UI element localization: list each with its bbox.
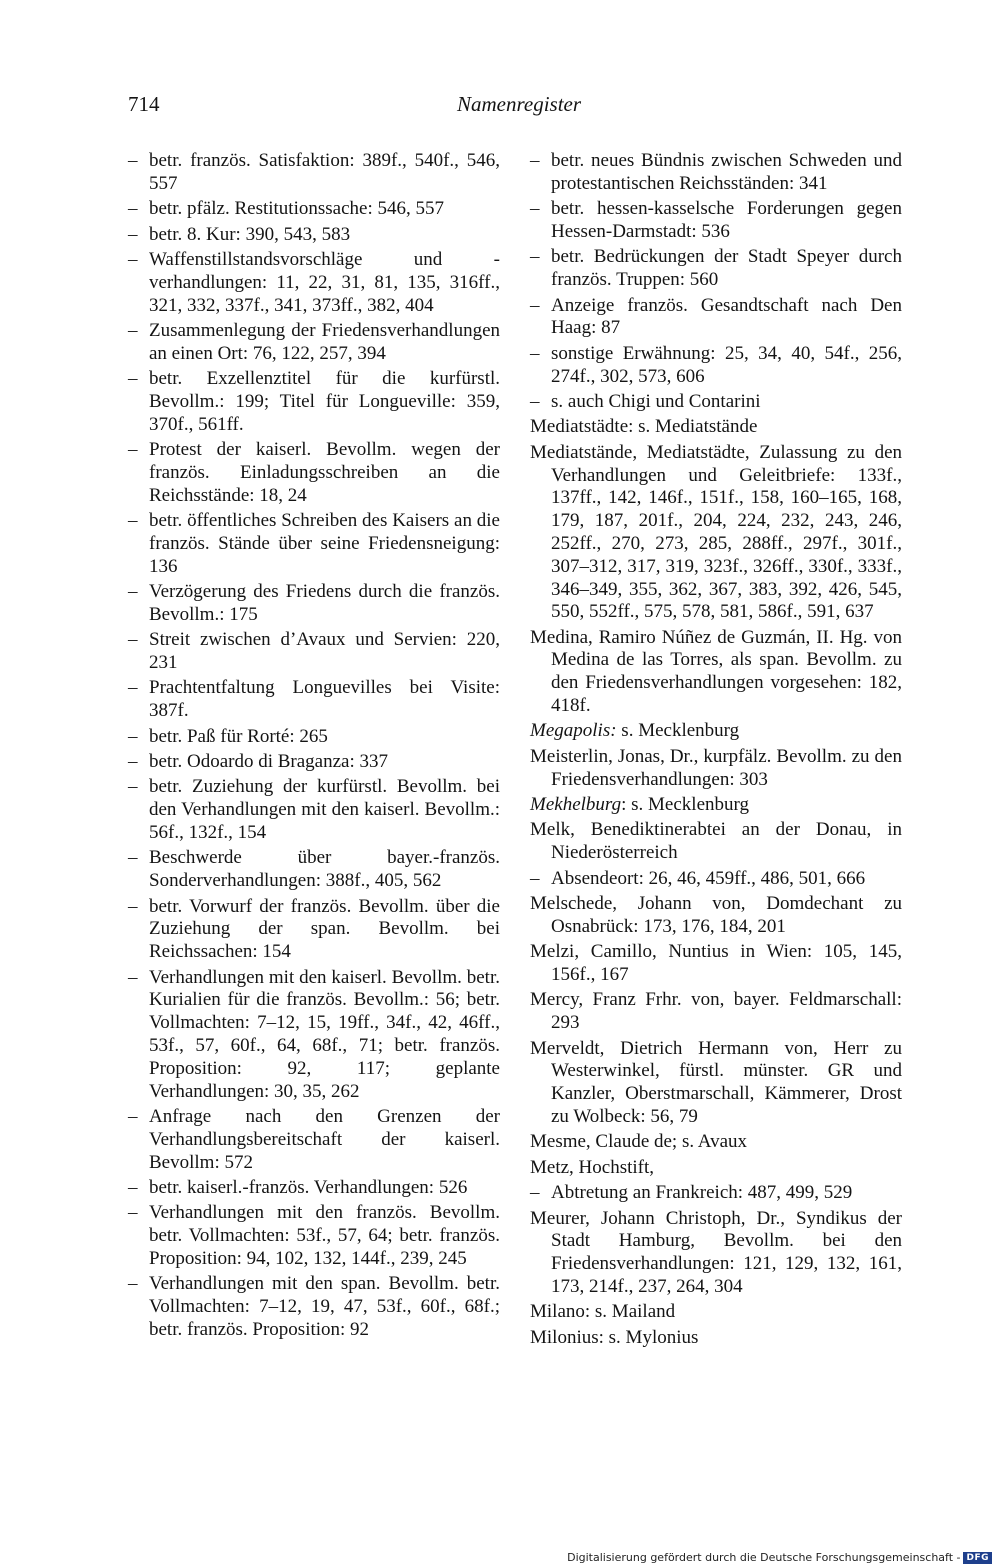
index-subentry xyxy=(530,295,902,341)
index-subentry xyxy=(530,198,902,244)
entry-text: Waffenstillstandsvorschläge und -verhandlungen: 11, 22, 31, 81, 135, 316ff., 321, 332, 337f., 341, 373ff., 382, 404 xyxy=(149,248,500,316)
index-subentry xyxy=(128,439,500,507)
entry-text: Anfrage nach den Grenzen der Verhandlungsbereitschaft der kaiserl. Bevollm: 572 xyxy=(149,1105,500,1173)
left-column xyxy=(128,150,500,1344)
entry-text: betr. französ. Satisfaktion: 389f., 540f., 546, 557 xyxy=(149,150,500,194)
entry-text: Mediatstädte: s. Mediatstände xyxy=(530,416,758,438)
index-entry xyxy=(530,1157,902,1180)
entry-text: Prachtentfaltung Longuevilles bei Visite: 387f. xyxy=(149,677,500,722)
entry-text: Verhandlungen mit den span. Bevollm. betr. Vollmachten: 7–12, 19, 47, 53f., 60f., 68f.; betr. französ. Proposition: 92 xyxy=(149,1273,500,1340)
entry-text: Mediatstände, Mediatstädte, Zulassung zu den Verhandlungen und Geleitbriefe: 133f., 137ff., 142, 146f., 151f., 158, 160–165, 168, 179, 187, 201f., 204, 224, 232, 243, 246, 252ff., 270, 273, 285, 288ff., 297f., 301f., 307–312, 317, 319, 323f., 326ff., 330f., 333f., 346–349, 355, 362, 367, 383, 392, 426, 545, 550, 552ff., 575, 578, 581, 586f., 591, 637 xyxy=(530,441,902,623)
index-subentry xyxy=(530,246,902,292)
entry-text: Zusammenlegung der Friedensverhandlungen an einen Ort: 76, 122, 257, 394 xyxy=(149,319,500,364)
index-subentry xyxy=(530,1182,902,1205)
entry-text: s. Mecklenburg xyxy=(616,720,740,742)
entry-text: Milonius: s. Mylonius xyxy=(530,1326,699,1348)
index-entry xyxy=(530,627,902,718)
entry-text: betr. Exzellenztitel für die kurfürstl. Bevollm.: 199; Titel für Longueville: 359, 370f., 561ff. xyxy=(149,368,500,435)
running-title: Namenregister xyxy=(457,92,582,116)
entry-text: Protest der kaiserl. Bevollm. wegen der französ. Einladungsschreiben an die Reichsstände: 18, 24 xyxy=(149,439,500,506)
index-entry xyxy=(530,1131,902,1154)
entry-text: betr. Vorwurf der französ. Bevollm. über die Zuziehung der span. Bevollm. bei Reichssachen: 154 xyxy=(149,895,500,963)
index-subentry xyxy=(530,343,902,389)
entry-text: Medina, Ramiro Núñez de Guzmán, II. Hg. von Medina de las Torres, als span. Bevollm. zu den Friedensverhandlungen vorgesehen: 182, 418f. xyxy=(530,626,902,717)
page-number: 714 xyxy=(128,92,160,116)
index-subentry xyxy=(128,726,500,749)
index-subentry xyxy=(128,629,500,675)
right-column xyxy=(530,150,902,1352)
index-subentry xyxy=(128,677,500,723)
index-subentry xyxy=(128,896,500,964)
entry-text: Milano: s. Mailand xyxy=(530,1301,676,1323)
index-subentry xyxy=(128,1273,500,1341)
index-subentry xyxy=(128,320,500,366)
entry-italic-term: Megapolis: xyxy=(530,720,617,742)
entry-text: Mesme, Claude de; s. Avaux xyxy=(530,1131,748,1153)
index-subentry xyxy=(530,391,902,414)
entry-text: Merveldt, Dietrich Hermann von, Herr zu Westerwinkel, fürstl. münster. GR und Kanzler, Oberstmarschall, Kämmerer, Drost zu Wolbeck: 56, 79 xyxy=(530,1037,902,1127)
entry-text: betr. Odoardo di Braganza: 337 xyxy=(149,751,389,773)
index-entry xyxy=(530,989,902,1035)
index-entry xyxy=(530,720,902,743)
footer-text: Digitalisierung gefördert durch die Deutsche Forschungsgemeinschaft - xyxy=(567,1551,961,1564)
entry-text: Melk, Benediktinerabtei an der Donau, in Niederösterreich xyxy=(530,819,902,864)
index-subentry xyxy=(128,198,500,221)
index-entry xyxy=(530,819,902,865)
entry-text: Verzögerung des Friedens durch die französ. Bevollm.: 175 xyxy=(149,581,500,625)
entry-text: betr. Bedrückungen der Stadt Speyer durch französ. Truppen: 560 xyxy=(551,246,902,291)
index-entry xyxy=(530,893,902,939)
index-entry xyxy=(530,1208,902,1299)
entry-text: betr. pfälz. Restitutionssache: 546, 557 xyxy=(149,198,444,220)
index-entry xyxy=(530,416,902,439)
entry-text: Meisterlin, Jonas, Dr., kurpfälz. Bevollm. zu den Friedensverhandlungen: 303 xyxy=(530,745,902,790)
entry-text: betr. Zuziehung der kurfürstl. Bevollm. bei den Verhandlungen mit den kaiserl. Bevollm.: 56f., 132f., 154 xyxy=(149,776,500,844)
index-entry xyxy=(530,941,902,987)
entry-text: Meurer, Johann Christoph, Dr., Syndikus der Stadt Hamburg, Bevollm. bei den Friedensverhandlungen: 121, 129, 132, 161, 173, 214f., 237, 264, 304 xyxy=(530,1207,902,1297)
index-subentry xyxy=(128,776,500,844)
index-subentry xyxy=(128,510,500,578)
entry-text: betr. Paß für Rorté: 265 xyxy=(149,725,328,747)
index-subentry xyxy=(128,224,500,247)
index-subentry xyxy=(128,751,500,774)
entry-text: Mercy, Franz Frhr. von, bayer. Feldmarschall: 293 xyxy=(530,989,902,1034)
index-subentry xyxy=(128,847,500,893)
entry-text: betr. neues Bündnis zwischen Schweden und protestantischen Reichsständen: 341 xyxy=(551,150,902,194)
entry-italic-term: Mekhelburg xyxy=(530,794,622,816)
entry-text: betr. 8. Kur: 390, 543, 583 xyxy=(149,223,351,245)
entry-text: Melschede, Johann von, Domdechant zu Osnabrück: 173, 176, 184, 201 xyxy=(530,893,902,937)
entry-text: s. auch Chigi und Contarini xyxy=(551,390,761,412)
entry-text: betr. kaiserl.-französ. Verhandlungen: 526 xyxy=(149,1176,468,1198)
entry-text: sonstige Erwähnung: 25, 34, 40, 54f., 256, 274f., 302, 573, 606 xyxy=(551,342,902,387)
entry-text: : s. Mecklenburg xyxy=(621,794,749,816)
index-subentry xyxy=(128,967,500,1104)
index-entry xyxy=(530,442,902,624)
entry-text: Abtretung an Frankreich: 487, 499, 529 xyxy=(551,1182,853,1204)
index-entry xyxy=(530,1327,902,1350)
index-subentry xyxy=(128,1106,500,1174)
index-entry xyxy=(530,746,902,792)
funding-footer xyxy=(567,1551,992,1564)
entry-text: Verhandlungen mit den französ. Bevollm. betr. Vollmachten: 53f., 57, 64; betr. französ. Proposition: 94, 102, 132, 144f., 239, 245 xyxy=(149,1202,500,1269)
index-subentry xyxy=(128,1202,500,1270)
entry-text: betr. öffentliches Schreiben des Kaisers an die französ. Stände über seine Friedensneigung: 136 xyxy=(149,510,500,577)
index-entry xyxy=(530,1301,902,1324)
entry-text: Melzi, Camillo, Nuntius in Wien: 105, 145, 156f., 167 xyxy=(530,941,902,985)
entry-text: betr. hessen-kasselsche Forderungen gegen Hessen-Darmstadt: 536 xyxy=(551,198,902,242)
entry-text: Streit zwischen d’Avaux und Servien: 220, 231 xyxy=(149,629,500,674)
index-subentry xyxy=(128,1177,500,1200)
entry-text: Beschwerde über bayer.-französ. Sonderverhandlungen: 388f., 405, 562 xyxy=(149,847,500,892)
entry-text: Verhandlungen mit den kaiserl. Bevollm. betr. Kurialien für die französ. Bevollm.: 56; betr. Vollmachten: 7–12, 15, 19ff., 34f., 42, 46ff., 53f., 57, 60f., 64, 68f., 71; betr. französ. Proposition: 92, 117; geplante Verhandlungen: 30, 35, 262 xyxy=(149,966,500,1102)
entry-text: Metz, Hochstift, xyxy=(530,1156,655,1178)
index-entry xyxy=(530,1038,902,1129)
index-subentry xyxy=(530,868,902,891)
index-subentry xyxy=(128,581,500,627)
index-subentry xyxy=(128,249,500,317)
index-subentry xyxy=(128,368,500,436)
index-subentry xyxy=(128,150,500,196)
index-subentry xyxy=(530,150,902,196)
entry-text: Anzeige französ. Gesandtschaft nach Den Haag: 87 xyxy=(551,294,902,339)
dfg-logo: DFG xyxy=(963,1552,992,1564)
index-entry xyxy=(530,794,902,817)
entry-text: Absendeort: 26, 46, 459ff., 486, 501, 666 xyxy=(551,867,866,889)
